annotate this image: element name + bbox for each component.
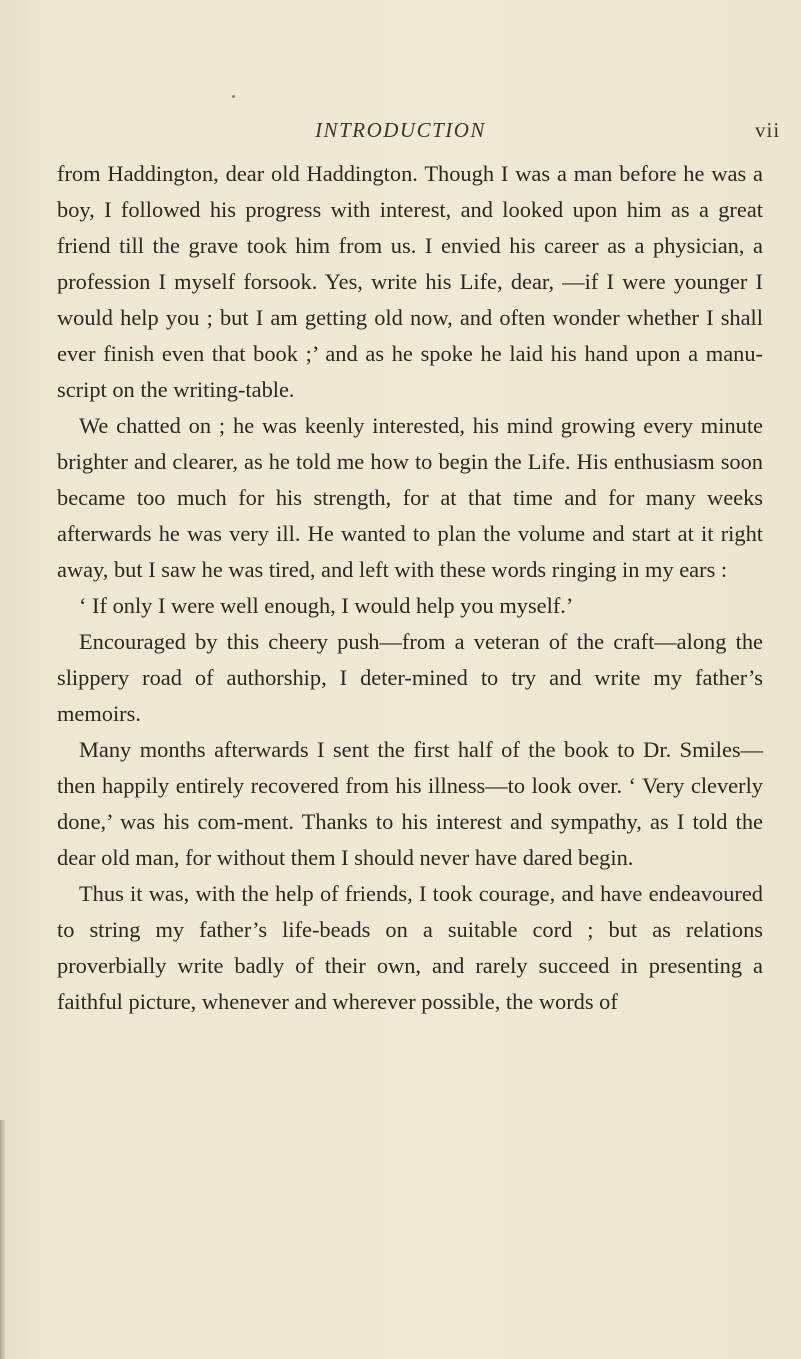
page-edge-shadow <box>0 1120 6 1359</box>
paragraph: Encouraged by this cheery push—from a veteran of the craft—along the slippery road of authorship, I deter-mined to try and write my father’s memoirs. <box>57 629 763 726</box>
paragraph: Many months afterwards I sent the first half of the book to Dr. Smiles—then happily entirely recovered from his illness—to look over. ‘ Very cleverly done,’ was his com-ment. Thanks to his interest and sympathy, as I told the dear old man, for without them I should never have dared begin. <box>57 737 763 870</box>
paper-speck <box>232 95 235 98</box>
body-text <box>57 156 763 1020</box>
paragraph: We chatted on ; he was keenly interested, his mind growing every minute brighter and clearer, as he told me how to begin the Life. His enthusiasm soon became too much for his strength, for at that time and for many weeks afterwards he was very ill. He wanted to plan the volume and start at it right away, but I saw he was tired, and left with these words ringing in my ears : <box>57 413 763 582</box>
page-number: vii <box>755 118 781 142</box>
paragraph: ‘ If only I were well enough, I would help you myself.’ <box>79 593 574 618</box>
page-header <box>0 118 801 150</box>
running-head: INTRODUCTION <box>315 118 486 142</box>
paragraph: Thus it was, with the help of friends, I took courage, and have endeavoured to string my father’s life-beads on a suitable cord ; but as relations proverbially write badly of their own, and rarely succeed in presenting a faithful picture, whenever and wherever possible, the words of <box>57 881 763 1014</box>
paragraph: from Haddington, dear old Haddington. Though I was a man before he was a boy, I followed his progress with interest, and looked upon him as a great friend till the grave took him from us. I envied his career as a physician, a profession I myself forsook. Yes, write his Life, dear, —if I were younger I would help you ; but I am getting old now, and often wonder whether I shall ever finish even that book ;’ and as he spoke he laid his hand upon a manu-script on the writing-table. <box>57 161 763 402</box>
